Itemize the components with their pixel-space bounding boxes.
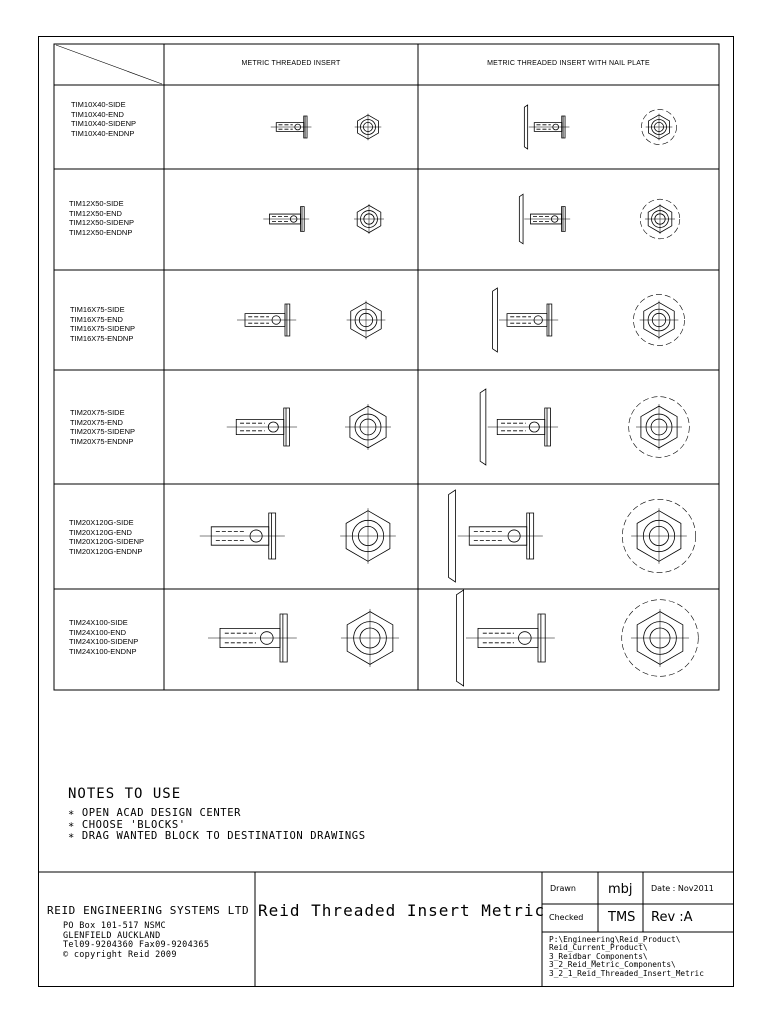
nail-plate	[456, 590, 463, 686]
file-path-line: P:\Engineering\Reid_Product\	[549, 935, 681, 944]
block-name: TIM16X75-SIDENP	[70, 324, 136, 334]
notes-title: NOTES TO USE	[68, 786, 182, 802]
nail-plate	[449, 490, 456, 582]
block-name: TIM16X75-SIDE	[70, 305, 125, 314]
drawing-title: Reid Threaded Insert Metric	[258, 901, 546, 920]
nail-plate	[519, 194, 523, 244]
block-name: TIM24X100-SIDENP	[69, 637, 139, 647]
block-name: TIM24X100-SIDE	[69, 618, 128, 627]
nail-plate	[480, 389, 486, 465]
block-name: TIM12X50-ENDNP	[69, 227, 133, 237]
note-item: ∗ DRAG WANTED BLOCK TO DESTINATION DRAWINGS	[68, 830, 366, 842]
block-name: TIM24X100-ENDNP	[69, 646, 137, 656]
company-name: REID ENGINEERING SYSTEMS LTD	[47, 904, 250, 917]
block-name: TIM10X40-END	[71, 109, 124, 119]
file-path-line: 3_2_Reid_Metric_Components\	[549, 960, 676, 970]
file-path-line: 3_2_1_Reid_Threaded_Insert_Metric	[549, 968, 704, 978]
block-name: TIM20X75-END	[70, 417, 123, 427]
file-path-line: 3_Reidbar_Components\	[549, 951, 648, 961]
revision-field: Rev :A	[651, 910, 693, 925]
block-name: TIM10X40-ENDNP	[71, 128, 135, 138]
nail-plate	[524, 105, 527, 149]
drawn-value: mbj	[608, 882, 633, 897]
block-name: TIM24X100-END	[69, 627, 127, 637]
block-name: TIM20X120G-SIDE	[69, 518, 134, 527]
block-name: TIM20X75-SIDE	[70, 408, 125, 417]
column-header-threaded-insert: METRIC THREADED INSERT	[241, 60, 341, 67]
block-name: TIM12X50-SIDE	[69, 199, 124, 208]
address-line: Tel09-9204360 Fax09-9204365	[63, 940, 210, 950]
block-name: TIM16X75-END	[70, 314, 123, 324]
block-name: TIM10X40-SIDENP	[71, 119, 137, 129]
block-name: TIM10X40-SIDE	[71, 100, 126, 109]
file-path	[549, 936, 704, 978]
nail-plate	[493, 288, 498, 352]
copyright-line: © copyright Reid 2009	[63, 949, 177, 960]
block-name: TIM12X50-END	[69, 208, 122, 218]
address-line: GLENFIELD AUCKLAND	[63, 930, 161, 941]
drawn-label: Drawn	[550, 884, 576, 893]
company-info	[47, 904, 249, 960]
block-name: TIM20X75-SIDENP	[70, 427, 136, 437]
block-name: TIM20X120G-END	[69, 527, 132, 537]
date-field: Date : Nov2011	[651, 884, 714, 893]
checked-label: Checked	[549, 913, 584, 922]
notes-section	[68, 786, 366, 843]
block-name: TIM20X120G-ENDNP	[69, 546, 143, 556]
block-name: TIM12X50-SIDENP	[69, 218, 135, 228]
block-name: TIM20X120G-SIDENP	[69, 537, 145, 547]
address-line: PO Box 101-517 NSMC	[63, 921, 166, 931]
block-name: TIM20X75-ENDNP	[70, 436, 134, 446]
note-item: ∗ CHOOSE 'BLOCKS'	[68, 818, 186, 831]
column-header-insert-with-nail-plate: METRIC THREADED INSERT WITH NAIL PLATE	[487, 60, 650, 67]
block-name: TIM16X75-ENDNP	[70, 333, 134, 343]
file-path-line: Reid_Current_Product\	[549, 943, 648, 953]
checked-value: TMS	[608, 910, 636, 925]
note-item: ∗ OPEN ACAD DESIGN CENTER	[68, 807, 242, 819]
